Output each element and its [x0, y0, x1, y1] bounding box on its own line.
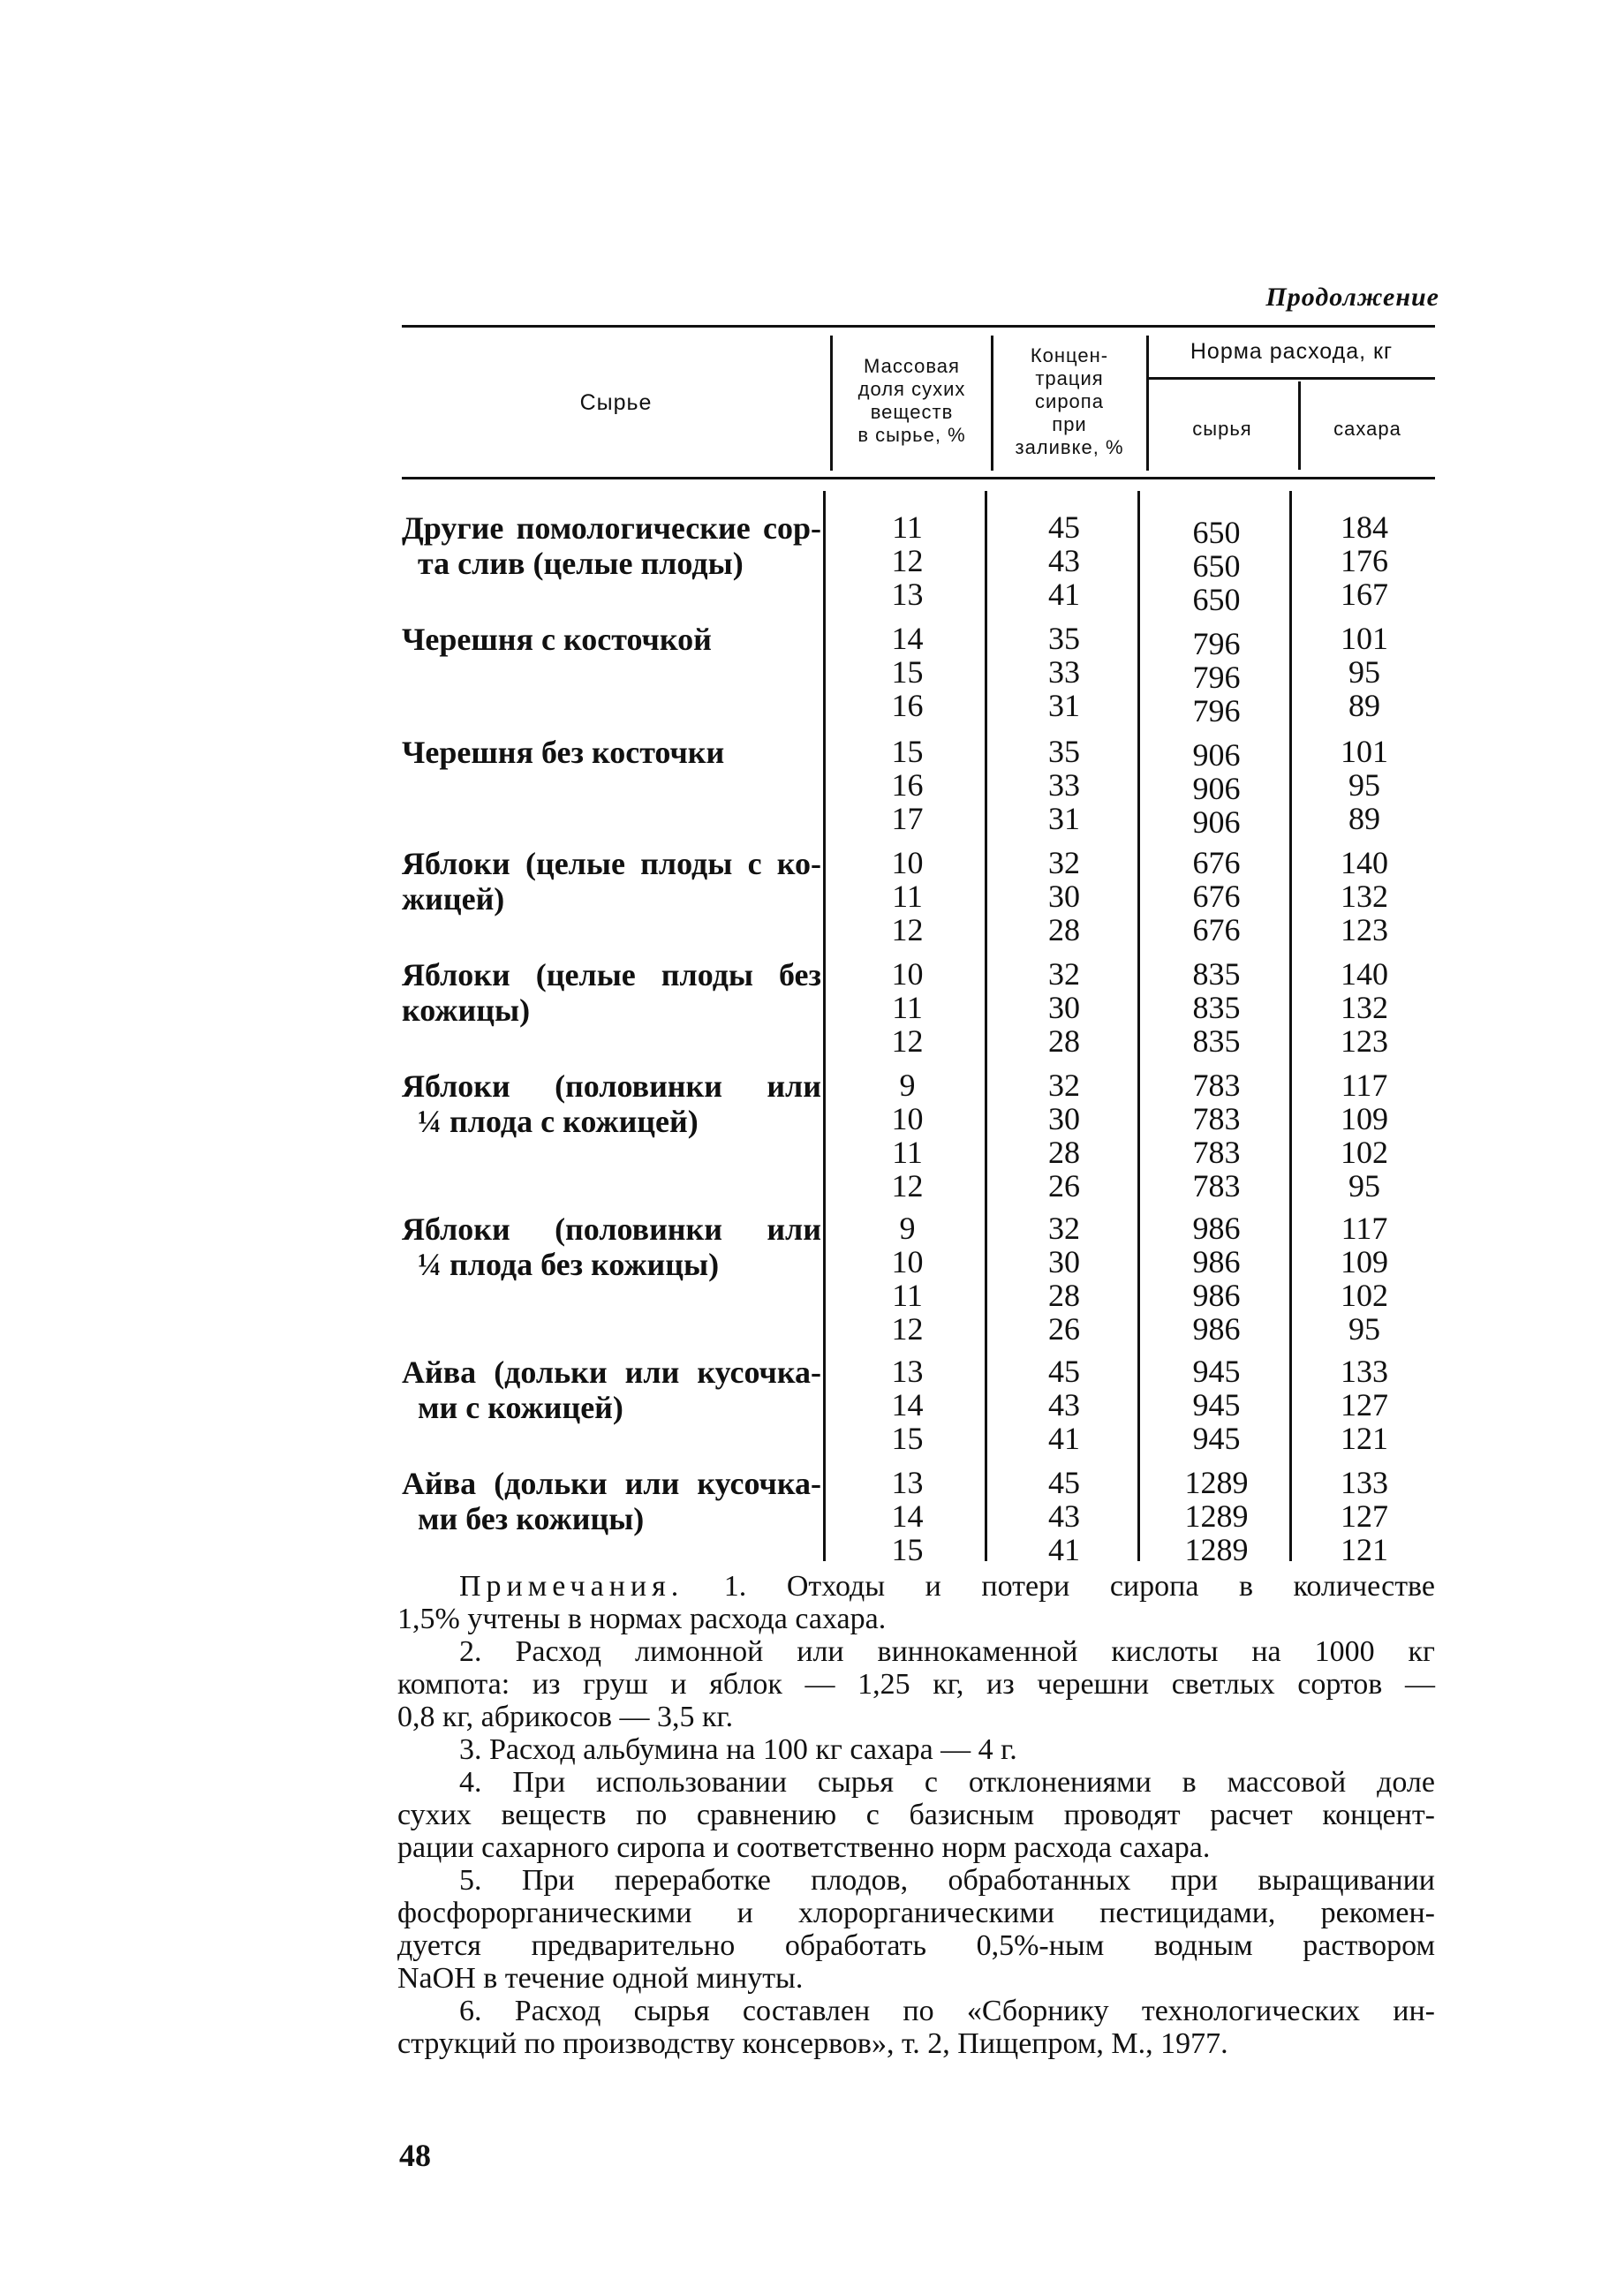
dry-matter-value: 12: [891, 1168, 924, 1204]
syrup-value: 35: [1048, 734, 1080, 769]
dry-matter-cell: [830, 1355, 985, 1455]
syrup-value: 30: [1048, 990, 1080, 1025]
norm-sugar-value: 133: [1341, 1354, 1388, 1389]
dry-matter-value: 10: [891, 956, 924, 992]
syrup-value: 33: [1048, 767, 1080, 803]
syrup-value: 45: [1048, 1465, 1080, 1500]
note-line: 5. При переработке плодов, обработанных при выращивании: [459, 1864, 1435, 1897]
syrup-value: 26: [1048, 1311, 1080, 1347]
header-syrup-line: сиропа: [1035, 390, 1104, 412]
row-name-line: Другие помологические сор-: [402, 510, 821, 546]
header-norm-raw: сырья: [1192, 418, 1252, 440]
norm-raw-value: 676: [1192, 912, 1241, 947]
row-name-line: жицей): [402, 881, 505, 917]
syrup-value: 41: [1048, 1421, 1080, 1456]
header-norm: Норма расхода, кг: [1190, 339, 1394, 364]
syrup-value: 31: [1048, 801, 1080, 836]
syrup-value: 31: [1048, 688, 1080, 723]
dry-matter-value: 12: [891, 1023, 924, 1059]
dry-matter-value: 12: [891, 912, 924, 947]
note-line: 4. При использовании сырья с отклонениями в массовой доле: [459, 1766, 1435, 1799]
norm-raw-value: 906: [1192, 771, 1241, 806]
syrup-cell: [989, 510, 1139, 611]
norm-sugar-value: 117: [1341, 1068, 1388, 1103]
dry-matter-value: 15: [891, 1421, 924, 1456]
syrup-value: 32: [1048, 1068, 1080, 1103]
syrup-cell: [989, 622, 1139, 722]
header-syrup-line: заливке, %: [1015, 436, 1124, 458]
norm-raw-value: 783: [1192, 1168, 1241, 1204]
dry-matter-value: 10: [891, 1101, 924, 1136]
body-divider-4: [1289, 491, 1292, 1561]
dry-matter-value: 14: [891, 1498, 924, 1534]
row-name-line: ми с кожицей): [418, 1390, 623, 1425]
norm-raw-value: 650: [1192, 548, 1241, 584]
norm-raw-value: 1289: [1184, 1532, 1249, 1567]
dry-matter-value: 13: [891, 1465, 924, 1500]
norm-raw-value: 986: [1192, 1211, 1241, 1246]
norm-sugar-value: 101: [1341, 734, 1388, 769]
norm-sugar-value: 123: [1341, 1023, 1388, 1059]
norm-raw-cell: [1144, 1068, 1289, 1203]
row-name-line: ми без кожицы): [418, 1501, 645, 1536]
syrup-value: 30: [1048, 1244, 1080, 1279]
syrup-value: 32: [1048, 1211, 1080, 1246]
note-paragraph: [397, 1766, 1435, 1864]
dry-matter-value: 16: [891, 767, 924, 803]
norm-sugar-cell: [1298, 510, 1431, 611]
norm-raw-value: 783: [1192, 1135, 1241, 1170]
row-name: [402, 1211, 821, 1282]
syrup-cell: [989, 1068, 1139, 1203]
norm-raw-cell: [1144, 627, 1289, 728]
norm-sugar-value: 102: [1341, 1135, 1388, 1170]
norm-sugar-value: 132: [1341, 879, 1388, 914]
syrup-value: 32: [1048, 845, 1080, 880]
norm-sugar-cell: [1298, 1068, 1431, 1203]
norm-sugar-value: 89: [1348, 801, 1380, 836]
note-line: [397, 1570, 1435, 1603]
dry-matter-value: 9: [899, 1211, 916, 1246]
norm-raw-cell: [1144, 738, 1289, 839]
dry-matter-value: 13: [891, 577, 924, 612]
norm-sugar-value: 102: [1341, 1278, 1388, 1313]
syrup-value: 43: [1048, 1498, 1080, 1534]
dry-matter-cell: [830, 957, 985, 1058]
norm-sugar-value: 167: [1341, 577, 1388, 612]
note-paragraph: [397, 1733, 1435, 1766]
dry-matter-value: 12: [891, 1311, 924, 1347]
row-name: [402, 1355, 821, 1425]
row-name-line: Яблоки (целые плоды без: [402, 957, 821, 992]
header-dry-line: доля сухих: [857, 378, 966, 400]
header-divider-1: [830, 336, 833, 471]
norm-raw-value: 986: [1192, 1311, 1241, 1347]
syrup-cell: [989, 846, 1139, 947]
syrup-value: 28: [1048, 912, 1080, 947]
note-line: струкций по производству консервов», т. 2, Пищепром, М., 1977.: [397, 2027, 1228, 2060]
row-name-line: Черешня без косточки: [402, 735, 725, 770]
norm-raw-value: 945: [1192, 1421, 1241, 1456]
norm-raw-value: 1289: [1184, 1465, 1249, 1500]
note-text: 1. Отходы и потери сиропа в количестве: [723, 1570, 1435, 1603]
row-name: [402, 957, 821, 1028]
norm-sugar-value: 127: [1341, 1498, 1388, 1534]
note-paragraph: [397, 1635, 1435, 1733]
row-name-line: Яблоки (целые плоды с ко-: [402, 846, 821, 881]
norm-raw-cell: [1144, 1355, 1289, 1455]
row-name-line: Яблоки (половинки или: [402, 1068, 821, 1104]
dry-matter-value: 16: [891, 688, 924, 723]
dry-matter-value: 11: [892, 990, 923, 1025]
norm-raw-value: 945: [1192, 1387, 1241, 1422]
continued-label: Продолжение: [1265, 283, 1439, 312]
norm-sugar-cell: [1298, 1355, 1431, 1455]
note-line: 0,8 кг, абрикосов — 3,5 кг.: [397, 1701, 734, 1733]
norm-sugar-value: 123: [1341, 912, 1388, 947]
syrup-value: 41: [1048, 1532, 1080, 1567]
syrup-value: 35: [1048, 621, 1080, 656]
note-line: компота: из груш и яблок — 1,25 кг, из черешни светлых сортов —: [397, 1668, 1435, 1701]
norm-sugar-cell: [1298, 846, 1431, 947]
row-name-line: та слив (целые плоды): [418, 546, 744, 581]
row-name-line: Черешня с косточкой: [402, 622, 712, 657]
dry-matter-value: 15: [891, 734, 924, 769]
syrup-value: 32: [1048, 956, 1080, 992]
row-name-line: кожицы): [402, 992, 531, 1028]
norm-sugar-value: 176: [1341, 543, 1388, 578]
dry-matter-cell: [830, 735, 985, 835]
header-dry-line: веществ: [870, 401, 954, 423]
norm-raw-value: 1289: [1184, 1498, 1249, 1534]
norm-sugar-value: 184: [1341, 509, 1388, 545]
note-line: NaOH в течение одной минуты.: [397, 1962, 804, 1995]
norm-raw-value: 835: [1192, 956, 1241, 992]
norm-sugar-value: 127: [1341, 1387, 1388, 1422]
notes-section: [397, 1570, 1435, 2060]
norm-sugar-cell: [1298, 957, 1431, 1058]
norm-raw-value: 906: [1192, 737, 1241, 773]
header-dry-line: Массовая: [864, 355, 960, 377]
dry-matter-value: 13: [891, 1354, 924, 1389]
row-name: [402, 1466, 821, 1536]
dry-matter-value: 9: [899, 1068, 916, 1103]
norm-raw-value: 796: [1192, 626, 1241, 661]
note-paragraph: [397, 1570, 1435, 1635]
norm-sugar-value: 95: [1348, 1311, 1380, 1347]
norm-sugar-value: 101: [1341, 621, 1388, 656]
notes-title: Примечания.: [459, 1570, 684, 1603]
norm-raw-value: 835: [1192, 1023, 1241, 1059]
row-name-line: ¼ плода без кожицы): [418, 1247, 720, 1282]
norm-sugar-value: 140: [1341, 845, 1388, 880]
body-divider-2: [985, 491, 987, 1561]
norm-raw-value: 650: [1192, 515, 1241, 550]
note-line: фосфорорганическими и хлорорганическими пестицидами, рекомен-: [397, 1897, 1435, 1929]
syrup-value: 30: [1048, 879, 1080, 914]
row-name-line: Яблоки (половинки или: [402, 1211, 821, 1247]
norm-sugar-value: 109: [1341, 1244, 1388, 1279]
syrup-value: 28: [1048, 1278, 1080, 1313]
dry-matter-value: 17: [891, 801, 924, 836]
norm-raw-cell: [1144, 957, 1289, 1058]
syrup-value: 45: [1048, 509, 1080, 545]
header-dry-matter: [835, 355, 989, 447]
norm-sugar-cell: [1298, 622, 1431, 722]
norm-raw-value: 796: [1192, 660, 1241, 695]
norm-raw-value: 945: [1192, 1354, 1241, 1389]
syrup-value: 26: [1048, 1168, 1080, 1204]
norm-sugar-value: 89: [1348, 688, 1380, 723]
norm-raw-value: 835: [1192, 990, 1241, 1025]
note-line: сухих веществ по сравнению с базисным проводят расчет концент-: [397, 1799, 1435, 1831]
norm-raw-value: 906: [1192, 804, 1241, 840]
dry-matter-cell: [830, 510, 985, 611]
dry-matter-value: 10: [891, 845, 924, 880]
note-line: рации сахарного сиропа и соответственно норм расхода сахара.: [397, 1831, 1211, 1864]
norm-sugar-value: 95: [1348, 654, 1380, 690]
table-top-rule: [402, 325, 1435, 328]
note-line: дуется предварительно обработать 0,5%-ным водным раствором: [397, 1929, 1435, 1962]
note-line: 2. Расход лимонной или виннокаменной кислоты на 1000 кг: [459, 1635, 1435, 1668]
row-name-line: ¼ плода с кожицей): [418, 1104, 699, 1139]
norm-sugar-value: 133: [1341, 1465, 1388, 1500]
page-number: 48: [399, 2138, 431, 2173]
dry-matter-cell: [830, 622, 985, 722]
norm-sugar-value: 132: [1341, 990, 1388, 1025]
note-line: 6. Расход сырья составлен по «Сборнику технологических ин-: [459, 1995, 1435, 2027]
norm-raw-value: 676: [1192, 879, 1241, 914]
header-syrup-line: при: [1052, 413, 1087, 435]
norm-raw-value: 783: [1192, 1101, 1241, 1136]
syrup-cell: [989, 735, 1139, 835]
row-name-line: Айва (дольки или кусочка-: [402, 1466, 821, 1501]
body-divider-1: [823, 491, 826, 1561]
norm-raw-value: 676: [1192, 845, 1241, 880]
dry-matter-value: 14: [891, 1387, 924, 1422]
row-name-line: Айва (дольки или кусочка-: [402, 1355, 821, 1390]
header-dry-line: в сырье, %: [857, 424, 966, 446]
norm-sugar-cell: [1298, 735, 1431, 835]
norm-raw-value: 986: [1192, 1278, 1241, 1313]
norm-sugar-cell: [1298, 1211, 1431, 1346]
norm-sugar-cell: [1298, 1466, 1431, 1566]
header-norm-sugar: сахара: [1333, 418, 1401, 440]
norm-raw-value: 650: [1192, 582, 1241, 617]
dry-matter-value: 11: [892, 879, 923, 914]
syrup-cell: [989, 1211, 1139, 1346]
norm-sugar-value: 109: [1341, 1101, 1388, 1136]
dry-matter-value: 12: [891, 543, 924, 578]
note-line: 1,5% учтены в нормах расхода сахара.: [397, 1603, 887, 1635]
norm-raw-cell: [1144, 1211, 1289, 1346]
norm-sugar-value: 140: [1341, 956, 1388, 992]
norm-raw-cell: [1144, 1466, 1289, 1566]
norm-raw-cell: [1144, 846, 1289, 947]
row-name: [402, 622, 821, 657]
dry-matter-value: 11: [892, 1278, 923, 1313]
syrup-value: 28: [1048, 1135, 1080, 1170]
norm-sugar-value: 95: [1348, 767, 1380, 803]
header-syrup-line: трация: [1035, 367, 1104, 389]
syrup-value: 33: [1048, 654, 1080, 690]
row-name: [402, 735, 821, 770]
syrup-cell: [989, 957, 1139, 1058]
dry-matter-value: 11: [892, 509, 923, 545]
syrup-cell: [989, 1355, 1139, 1455]
syrup-value: 45: [1048, 1354, 1080, 1389]
norm-raw-value: 796: [1192, 693, 1241, 728]
norm-sugar-value: 95: [1348, 1168, 1380, 1204]
dry-matter-cell: [830, 846, 985, 947]
row-name: [402, 846, 821, 917]
syrup-value: 41: [1048, 577, 1080, 612]
header-syrup: [993, 344, 1145, 459]
syrup-cell: [989, 1466, 1139, 1566]
dry-matter-value: 11: [892, 1135, 923, 1170]
dry-matter-value: 14: [891, 621, 924, 656]
syrup-value: 43: [1048, 543, 1080, 578]
header-bottom-rule: [402, 477, 1435, 479]
dry-matter-cell: [830, 1466, 985, 1566]
syrup-value: 30: [1048, 1101, 1080, 1136]
dry-matter-value: 15: [891, 654, 924, 690]
syrup-value: 43: [1048, 1387, 1080, 1422]
norm-sugar-value: 117: [1341, 1211, 1388, 1246]
header-raw: Сырье: [579, 390, 653, 415]
norm-subheader-rule: [1146, 377, 1435, 380]
norm-sugar-value: 121: [1341, 1421, 1388, 1456]
dry-matter-cell: [830, 1211, 985, 1346]
dry-matter-value: 10: [891, 1244, 924, 1279]
dry-matter-cell: [830, 1068, 985, 1203]
header-syrup-line: Концен-: [1030, 344, 1109, 366]
row-name: [402, 510, 821, 581]
norm-raw-cell: [1144, 516, 1289, 616]
norm-sugar-value: 121: [1341, 1532, 1388, 1567]
note-paragraph: [397, 1995, 1435, 2060]
row-name: [402, 1068, 821, 1139]
syrup-value: 28: [1048, 1023, 1080, 1059]
note-line: 3. Расход альбумина на 100 кг сахара — 4 г.: [459, 1733, 1017, 1766]
note-paragraph: [397, 1864, 1435, 1995]
norm-raw-value: 783: [1192, 1068, 1241, 1103]
dry-matter-value: 15: [891, 1532, 924, 1567]
norm-raw-value: 986: [1192, 1244, 1241, 1279]
